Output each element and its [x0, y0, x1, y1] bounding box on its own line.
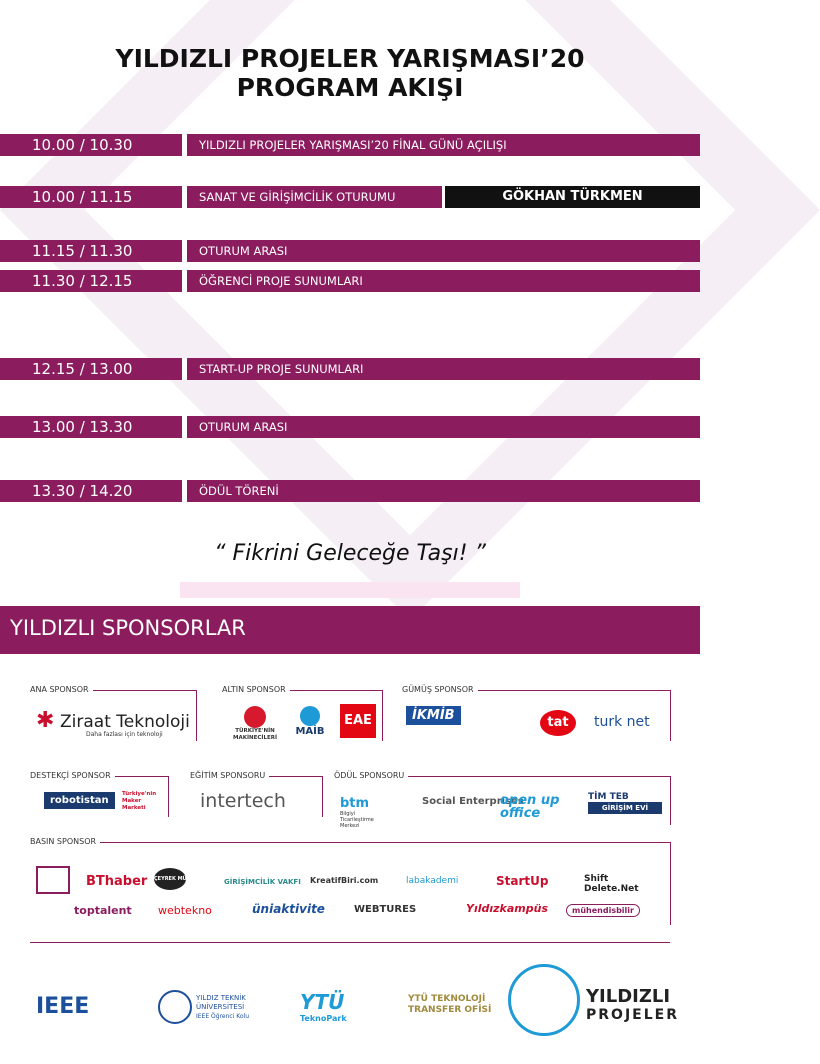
yildizli-projeler-emblem [508, 964, 580, 1036]
schedule-event: ÖDÜL TÖRENİ [187, 480, 700, 502]
schedule-row [0, 270, 700, 292]
ytu-emblem [158, 990, 192, 1024]
toptalent-logo: toptalent [74, 904, 132, 917]
schedule-event: YILDIZLI PROJELER YARIŞMASI’20 FİNAL GÜNÜ AÇILIŞI [187, 134, 700, 156]
ikmib-logo: İKMİB [406, 706, 461, 725]
intertech-logo: intertech [200, 790, 286, 812]
teknopark-logo: YTÜ TeknoPark [300, 990, 347, 1023]
schedule-row [0, 240, 700, 262]
slogan: “ Fikrini Geleceğe Taşı! ” [214, 541, 486, 566]
webtekno-logo: webtekno [158, 904, 212, 917]
schedule-row [0, 480, 700, 502]
muhendisbilir-logo: mühendisbilir [566, 904, 640, 917]
bthaber-logo: BThaber [86, 874, 148, 889]
schedule-event: ÖĞRENCİ PROJE SUNUMLARI [187, 270, 700, 292]
ceyrek-muhendis-logo: ÇEYREK MÜHENDİS [154, 868, 186, 890]
btm-logo: btm Bilgiyi Ticarileştirme Merkezi [340, 796, 374, 829]
social-enterprises-logo: Social Enterprises [422, 796, 524, 807]
sponsors-title: YILDIZLI SPONSORLAR [10, 616, 246, 640]
ziraat-logo: ✱ Ziraat Teknoloji Daha fazlası için teknoloji [36, 708, 190, 738]
speaker-badge: GÖKHAN TÜRKMEN [445, 186, 700, 208]
openup-logo: open up office [500, 793, 560, 821]
timteb-logo: TİM TEB GİRİŞİM EVİ [588, 792, 662, 814]
maib-logo: MAİB [288, 706, 332, 737]
schedule-time: 13.00 / 13.30 [0, 416, 182, 438]
schedule-row [0, 134, 700, 156]
schedule-time: 10.00 / 10.30 [0, 134, 182, 156]
tto-logo: YTÜ TEKNOLOJİ TRANSFER OFİSİ [408, 994, 492, 1015]
schedule-event: OTURUM ARASI [187, 240, 700, 262]
turknet-logo: turk net [594, 714, 650, 730]
star-emblem-logo [36, 866, 70, 894]
title-line-1: YILDIZLI PROJELER YARIŞMASI’20 [115, 44, 585, 73]
sponsors-header [0, 606, 700, 654]
schedule-time: 13.30 / 14.20 [0, 480, 182, 502]
schedule-row [0, 358, 700, 380]
schedule-event: START-UP PROJE SUNUMLARI [187, 358, 700, 380]
yildizli-projeler-logo: YILDIZLI PROJELER [586, 986, 679, 1023]
kreatifbiri-logo: KreatifBiri.com [310, 876, 379, 885]
title-line-2: PROGRAM AKIŞI [236, 73, 464, 102]
ytu-text: YILDIZ TEKNİK ÜNİVERSİTESİ IEEE Öğrenci Kolu [196, 994, 250, 1020]
girisimcilik-vakfi-logo: GİRİŞİMCİLİK VAKFI [224, 878, 301, 886]
schedule-event: OTURUM ARASI [187, 416, 700, 438]
section-divider [30, 942, 670, 943]
tat-logo: tat [540, 710, 576, 736]
startup-logo: StartUp [496, 874, 549, 888]
tim-logo: TÜRKİYE'NİN MAKİNECİLERİ [230, 706, 280, 742]
ieee-logo: IEEE [36, 994, 90, 1019]
schedule-time: 11.30 / 12.15 [0, 270, 182, 292]
eae-logo: EAE [340, 704, 376, 738]
schedule-row [0, 186, 700, 208]
yildizkampus-logo: Yıldızkampüs [466, 902, 549, 915]
uniaktivite-logo: üniaktivite [252, 902, 325, 916]
schedule-event: SANAT VE GİRİŞİMCİLİK OTURUMU [187, 186, 442, 208]
schedule-time: 11.15 / 11.30 [0, 240, 182, 262]
robotistan-tagline: Türkiye'nin Maker Marketi [122, 791, 157, 811]
schedule-time: 12.15 / 13.00 [0, 358, 182, 380]
schedule-row [0, 416, 700, 438]
shiftdelete-logo: Shift Delete.Net [584, 874, 639, 894]
webtures-logo: WEBTURES [354, 904, 417, 915]
robotistan-logo: robotistan [44, 792, 115, 809]
page-title [0, 44, 700, 102]
schedule-time: 10.00 / 11.15 [0, 186, 182, 208]
labakademi-logo: labakademi [406, 876, 459, 886]
